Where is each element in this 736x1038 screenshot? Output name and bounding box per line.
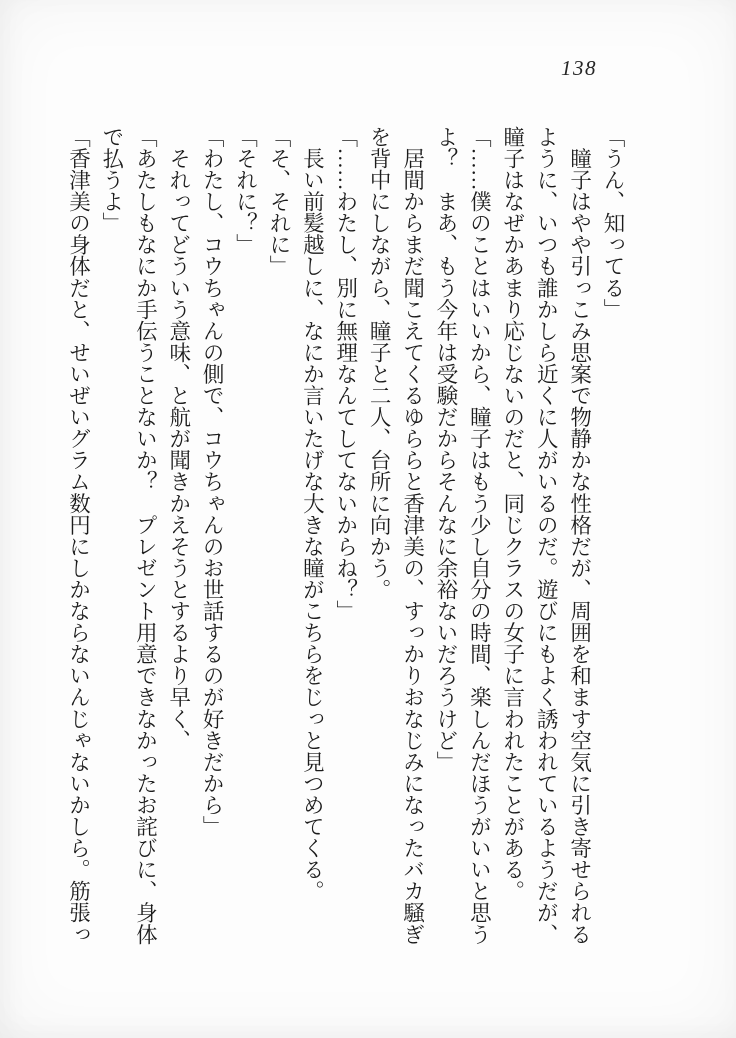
body-text	[49, 126, 629, 946]
dialogue-line: 「それに？」	[233, 126, 258, 256]
narrative-paragraph: それってどういう意味、と航が聞きかえそうとするより早く、	[166, 126, 191, 751]
page-number: 138	[561, 56, 597, 80]
dialogue-line: 「……僕のことはいいから、瞳子はもう少し自分の時間、楽しんだほうがいいと思うよ？ まあ、もう今年は受験だからそんなに余裕ないだろうけど」	[433, 126, 492, 945]
dialogue-line: 「そ、それに」	[266, 126, 291, 277]
dialogue-line: 「あたしもなにか手伝うことないか？ プレゼント用意できなかったお詫びに、身体で払うよ」	[99, 126, 158, 945]
narrative-paragraph: 居間からまだ聞こえてくるゆららと香津美の、すっかりおなじみになったバカ騒ぎを背中にしながら、瞳子と二人、台所に向かう。	[367, 126, 425, 945]
dialogue-line: 「香津美の身体だと、せいぜいグラム数円にしかならないんじゃないかしら。筋張っ	[66, 126, 91, 945]
dialogue-line: 「わたし、コウちゃんの側で、コウちゃんのお世話するのが好きだから」	[200, 126, 225, 838]
dialogue-line: 「うん、知ってる」	[601, 126, 625, 320]
narrative-paragraph: 瞳子はやや引っこみ思案で物静かな性格だが、周囲を和ます空気に引き寄せられるように、いつも誰かしら近くに人がいるのだ。遊びにもよく誘われているようだが、瞳子はなぜかあまり応じないのだと、同じクラスの女子に言われたことがある。	[500, 126, 592, 945]
narrative-paragraph: 長い前髪越しに、なにか言いたげな大きな瞳がこちらをじっと見つめてくる。	[300, 126, 325, 902]
dialogue-line: 「……わたし、別に無理なんてしてないからね？」	[333, 126, 358, 622]
